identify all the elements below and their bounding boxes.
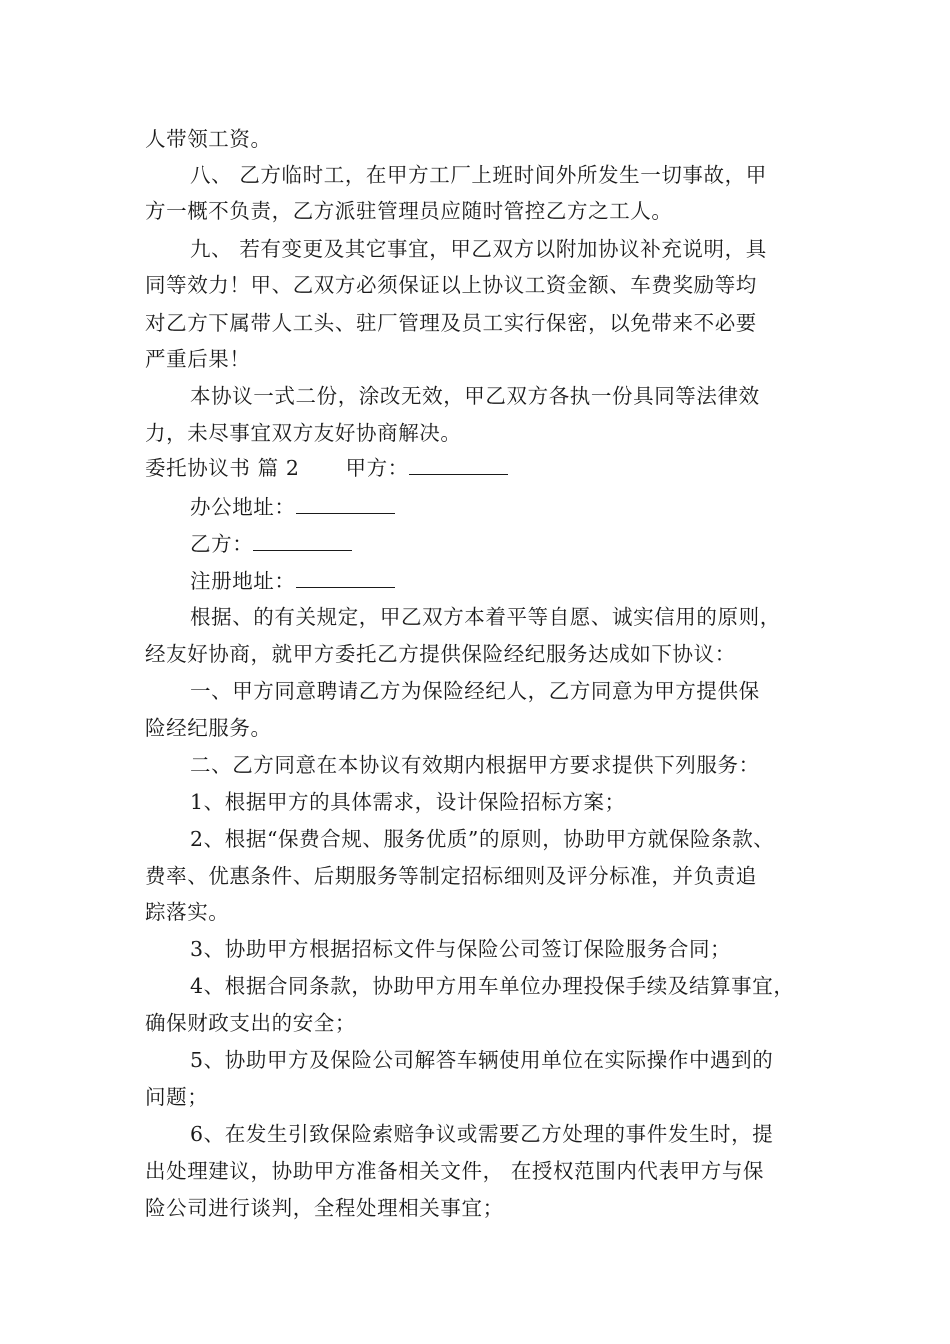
closing-line: 本协议一式二份，涂改无效，甲乙双方各执一份具同等法律效 <box>190 384 760 408</box>
party-a-label: 甲方： <box>345 456 409 480</box>
office-address-blank <box>296 494 395 514</box>
service-item-3: 3、协助甲方根据招标文件与保险公司签订保险服务合同； <box>190 937 732 961</box>
closing-line: 力，未尽事宜双方友好协商解决。 <box>145 421 462 445</box>
party-b-row <box>190 531 352 557</box>
service-item-1: 1、根据甲方的具体需求，设计保险招标方案； <box>190 790 626 814</box>
service-item-5: 问题； <box>145 1085 209 1109</box>
clause-9-line: 严重后果！ <box>145 347 251 371</box>
service-item-4: 4、根据合同条款，协助甲方用车单位办理投保手续及结算事宜， <box>190 974 795 998</box>
clause-9-line: 九、 若有变更及其它事宜，甲乙双方以附加协议补充说明，具 <box>190 237 767 261</box>
service-item-6: 险公司进行谈判，全程处理相关事宜； <box>145 1196 504 1220</box>
service-item-4: 确保财政支出的安全； <box>145 1011 356 1035</box>
office-address-label: 办公地址： <box>190 495 296 519</box>
clause-8-line: 八、 乙方临时工，在甲方工厂上班时间外所发生一切事故，甲 <box>190 163 767 187</box>
service-item-6: 出处理建议，协助甲方准备相关文件， 在授权范围内代表甲方与保 <box>145 1159 765 1183</box>
clause-9-line: 同等效力！甲、乙双方必须保证以上协议工资金额、车费奖励等均 <box>145 273 757 297</box>
service-item-6: 6、在发生引致保险索赔争议或需要乙方处理的事件发生时，提 <box>190 1122 774 1146</box>
service-item-5: 5、协助甲方及保险公司解答车辆使用单位在实际操作中遇到的 <box>190 1048 774 1072</box>
party-a-blank <box>409 455 508 475</box>
clause-8-line: 方一概不负责，乙方派驻管理员应随时管控乙方之工人。 <box>145 199 673 223</box>
paragraph-line: 人带领工资。 <box>145 127 272 151</box>
article-1-line: 一、甲方同意聘请乙方为保险经纪人，乙方同意为甲方提供保 <box>190 679 760 703</box>
section-heading <box>145 455 508 481</box>
clause-9-line: 对乙方下属带人工头、驻厂管理及员工实行保密，以免带来不必要 <box>145 311 757 335</box>
article-1-line: 险经纪服务。 <box>145 716 272 740</box>
service-item-2: 费率、优惠条件、后期服务等制定招标细则及评分标准，并负责追 <box>145 864 757 888</box>
registered-address-blank <box>296 568 395 588</box>
service-item-2: 2、根据“保费合规、服务优质”的原则，协助甲方就保险条款、 <box>190 827 775 851</box>
article-2-line: 二、乙方同意在本协议有效期内根据甲方要求提供下列服务： <box>190 753 760 777</box>
preamble-line: 经友好协商，就甲方委托乙方提供保险经纪服务达成如下协议： <box>145 642 736 666</box>
party-b-label: 乙方： <box>190 532 254 556</box>
service-item-2: 踪落实。 <box>145 900 230 924</box>
registered-address-label: 注册地址： <box>190 569 296 593</box>
registered-address-row <box>190 568 395 594</box>
preamble-line: 根据、的有关规定，甲乙双方本着平等自愿、诚实信用的原则， <box>190 605 781 629</box>
section-title: 委托协议书 篇 2 <box>145 456 300 480</box>
office-address-row <box>190 494 395 520</box>
party-b-blank <box>253 531 352 551</box>
